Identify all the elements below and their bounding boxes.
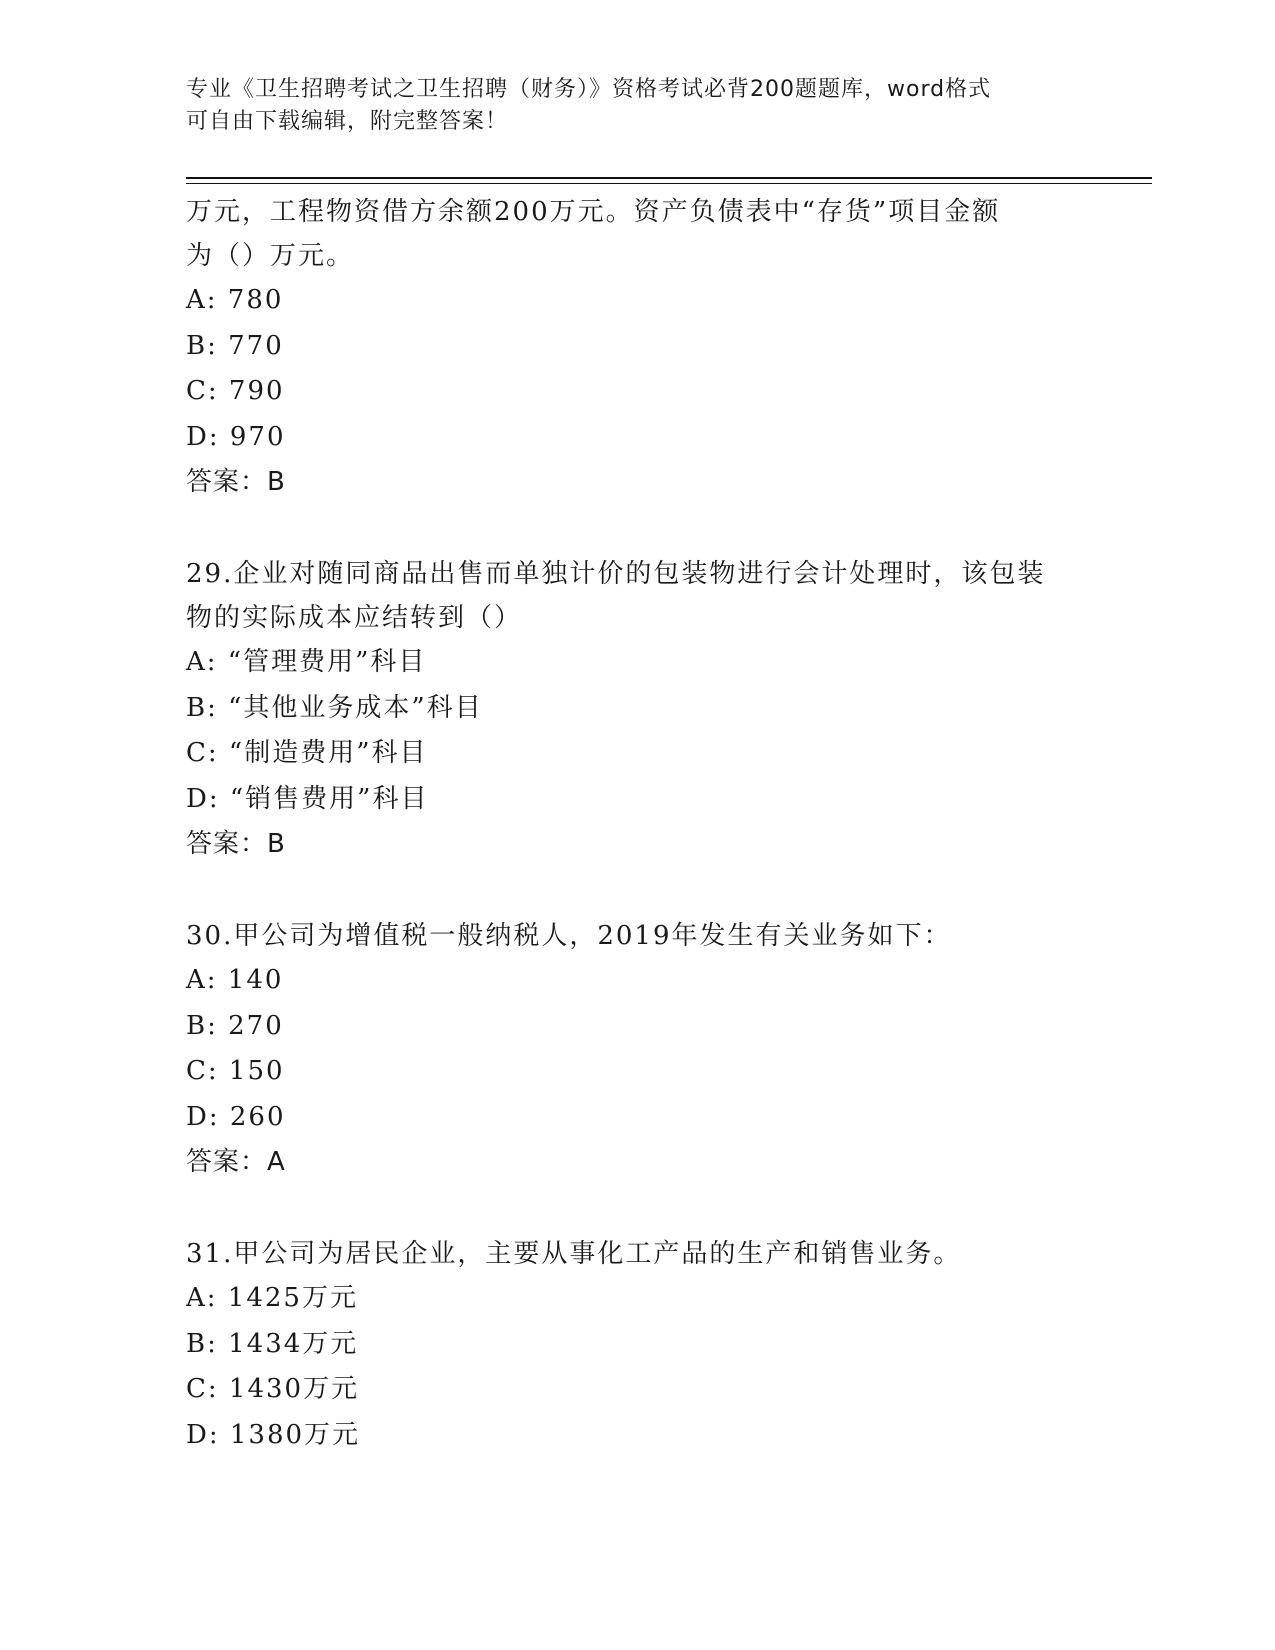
option-b: B: 270 [186, 1010, 284, 1041]
option-a: A: 780 [186, 285, 284, 315]
question-spacer [186, 1184, 1086, 1232]
question-stem-line: 30.甲公司为增值税一般纳税人，2019年发生有关业务如下： [186, 921, 952, 951]
option-a: A: 1425万元 [186, 1283, 358, 1313]
question-item [186, 1232, 1086, 1458]
question-stem-line: 29.企业对随同商品出售而单独计价的包装物进行会计处理时，该包装 [186, 559, 1046, 589]
question-stem-line: 物的实际成本应结转到（） [186, 603, 523, 633]
option-a: A: 140 [186, 965, 284, 995]
option-d: D: 260 [186, 1101, 286, 1132]
document-header [186, 74, 1086, 138]
option-d: D: 970 [186, 421, 286, 452]
header-title-line-2: 可自由下载编辑，附完整答案！ [186, 109, 509, 134]
header-rule-thin [186, 183, 1152, 184]
question-item [186, 914, 1086, 1184]
question-stem-line: 31.甲公司为居民企业，主要从事化工产品的生产和销售业务。 [186, 1239, 962, 1269]
option-c: C: “制造费用”科目 [186, 738, 428, 768]
option-a: A: “管理费用”科目 [186, 647, 427, 677]
question-stem-line: 为（）万元。 [186, 241, 355, 271]
question-spacer [186, 866, 1086, 914]
header-rule-thick [186, 177, 1152, 179]
option-c: C: 1430万元 [186, 1374, 360, 1404]
question-item [186, 552, 1086, 866]
option-c: C: 790 [186, 376, 285, 406]
question-spacer [186, 504, 1086, 552]
option-d: D: “销售费用”科目 [186, 783, 429, 814]
answer-line: 答案：A [186, 1147, 286, 1177]
option-c: C: 150 [186, 1056, 285, 1086]
header-title-line-1: 专业《卫生招聘考试之卫生招聘（财务）》资格考试必背200题题库，word格式 [186, 77, 992, 102]
question-stem-line: 万元，工程物资借方余额200万元。资产负债表中“存货”项目金额 [186, 197, 1001, 227]
answer-line: 答案：B [186, 467, 286, 497]
option-b: B: 770 [186, 330, 284, 361]
question-item [186, 190, 1086, 504]
option-b: B: 1434万元 [186, 1328, 359, 1359]
option-d: D: 1380万元 [186, 1419, 361, 1450]
option-b: B: “其他业务成本”科目 [186, 692, 483, 723]
answer-line: 答案：B [186, 829, 286, 859]
question-list [186, 190, 1086, 1458]
